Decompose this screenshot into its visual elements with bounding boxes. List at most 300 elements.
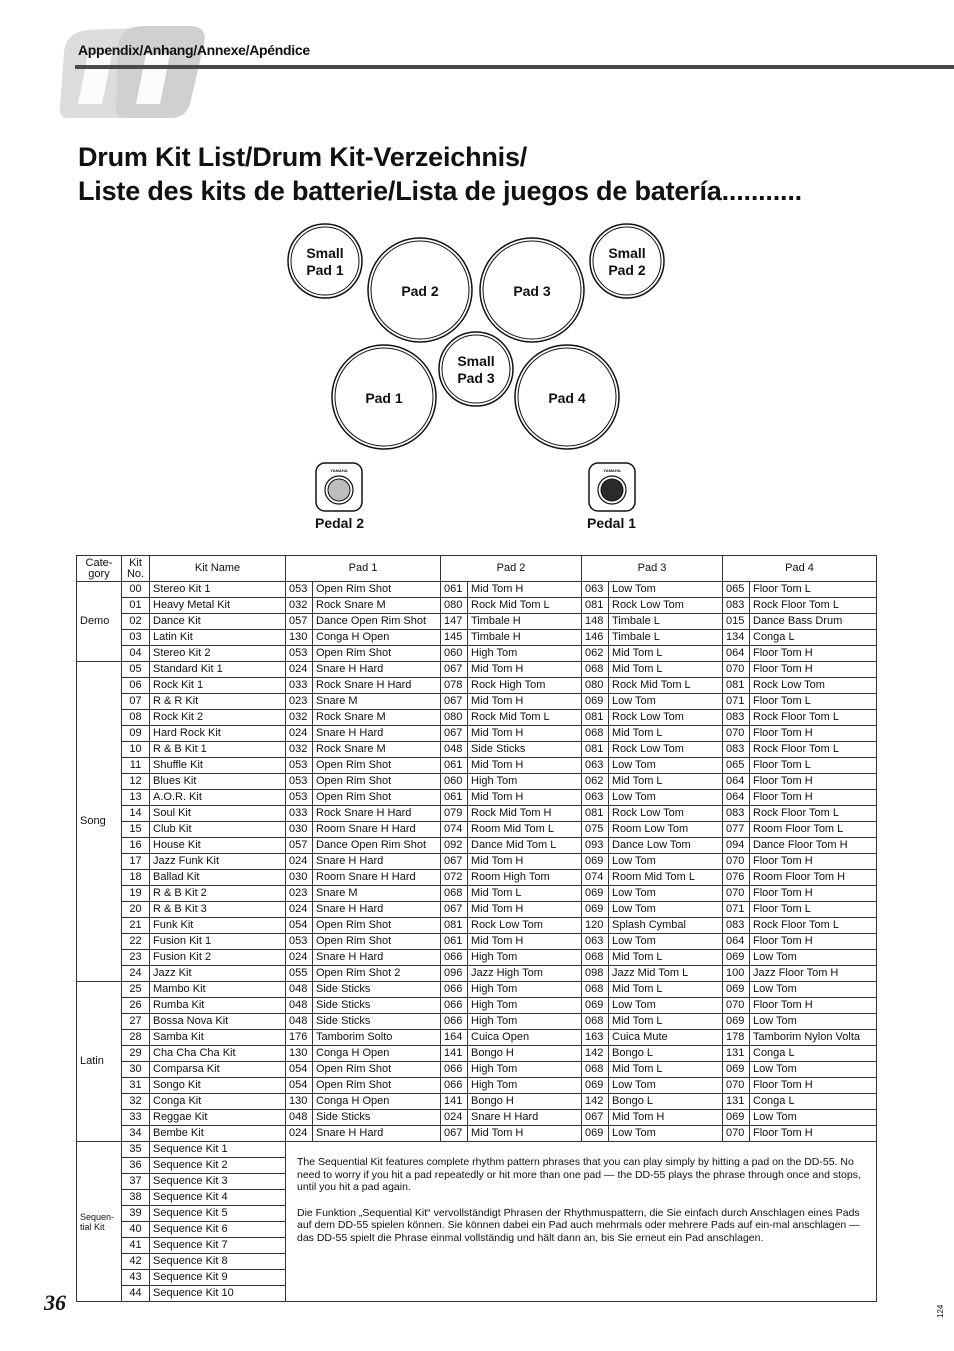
kit-number: 44: [122, 1286, 150, 1302]
kit-number: 40: [122, 1222, 150, 1238]
pad-3-voice: Room Low Tom: [609, 822, 723, 838]
header-category: [77, 556, 122, 582]
pad-3-voice: Mid Tom L: [609, 726, 723, 742]
kit-number: 05: [122, 662, 150, 678]
kit-number: 06: [122, 678, 150, 694]
small-pad-2: [590, 224, 664, 298]
kit-number: 25: [122, 982, 150, 998]
pad-3-voice: Room Mid Tom L: [609, 870, 723, 886]
pad-2-voice: Room Mid Tom L: [468, 822, 582, 838]
table-row: [77, 774, 877, 790]
pad-2-voice: High Tom: [468, 774, 582, 790]
pad-1-voice: Snare H Hard: [313, 950, 441, 966]
kit-name: R & B Kit 1: [150, 742, 286, 758]
pad-3-voice: Timbale L: [609, 630, 723, 646]
pad-1-number: 130: [286, 630, 313, 646]
kit-number: 04: [122, 646, 150, 662]
pad-1-number: 030: [286, 822, 313, 838]
pad-4-voice: Floor Tom H: [750, 998, 877, 1014]
pad-2-number: 024: [441, 1110, 468, 1126]
table-row: [77, 822, 877, 838]
pad-3-number: 075: [582, 822, 609, 838]
pad-1-voice: Side Sticks: [313, 1110, 441, 1126]
small-pad-1-label-2: Pad 1: [306, 262, 344, 278]
pad-4-number: 083: [723, 806, 750, 822]
pad-1-number: 024: [286, 902, 313, 918]
kit-number: 17: [122, 854, 150, 870]
pad-4-voice: Floor Tom L: [750, 694, 877, 710]
pad-3-voice: Low Tom: [609, 934, 723, 950]
kit-number: 28: [122, 1030, 150, 1046]
table-row: [77, 838, 877, 854]
pad-1-voice: Open Rim Shot: [313, 758, 441, 774]
pad-3-number: 081: [582, 598, 609, 614]
pad-2-voice: Timbale H: [468, 614, 582, 630]
kit-name: Stereo Kit 1: [150, 582, 286, 598]
pad-3-voice: Dance Low Tom: [609, 838, 723, 854]
page-title-line-1: Drum Kit List/Drum Kit-Verzeichnis/: [78, 142, 528, 172]
pad-2-number: 061: [441, 790, 468, 806]
pad-4-voice: Floor Tom H: [750, 934, 877, 950]
pad-2-voice: Rock Mid Tom L: [468, 598, 582, 614]
table-row: [77, 598, 877, 614]
kit-name: Jazz Funk Kit: [150, 854, 286, 870]
table-row: [77, 1062, 877, 1078]
pad-1-number: 048: [286, 1110, 313, 1126]
pad-1-voice: Open Rim Shot: [313, 646, 441, 662]
pad-1-voice: Open Rim Shot: [313, 934, 441, 950]
table-row: [77, 902, 877, 918]
pad-4-voice: Rock Floor Tom L: [750, 742, 877, 758]
pad-3-voice: Mid Tom L: [609, 982, 723, 998]
pad-1-voice: Snare M: [313, 886, 441, 902]
pad-3-number: 068: [582, 982, 609, 998]
kit-number: 10: [122, 742, 150, 758]
pad-1-voice: Snare M: [313, 694, 441, 710]
pad-1-voice: Open Rim Shot: [313, 774, 441, 790]
pad-1-number: 053: [286, 774, 313, 790]
description-english: The Sequential Kit features complete rhythm pattern phrases that you can play simply by hitting a pad on the DD-55. No need to worry if you hit a pad repeatedly or hit more than one pad — the DD-55 plays the phrase through once and stops, until you hit a pad again.: [297, 1156, 861, 1193]
pad-2-voice: Room High Tom: [468, 870, 582, 886]
pad-2-voice: High Tom: [468, 1078, 582, 1094]
pad-1-number: 130: [286, 1046, 313, 1062]
kit-name: Conga Kit: [150, 1094, 286, 1110]
pad-3-label: Pad 3: [513, 283, 551, 299]
pad-2-voice: Timbale H: [468, 630, 582, 646]
pad-1-number: 057: [286, 614, 313, 630]
pad-1-number: 023: [286, 886, 313, 902]
kit-number: 14: [122, 806, 150, 822]
pad-3: [480, 238, 584, 342]
pad-3-voice: Rock Low Tom: [609, 598, 723, 614]
kit-number: 32: [122, 1094, 150, 1110]
pad-4-voice: Tamborim Nylon Volta: [750, 1030, 877, 1046]
pad-2-number: 092: [441, 838, 468, 854]
pad-4-voice: Floor Tom H: [750, 886, 877, 902]
pad-1-number: 033: [286, 678, 313, 694]
pad-4-number: 064: [723, 646, 750, 662]
kit-number: 13: [122, 790, 150, 806]
kit-name: R & R Kit: [150, 694, 286, 710]
pad-2-voice: High Tom: [468, 1062, 582, 1078]
pad-3-voice: Low Tom: [609, 790, 723, 806]
drum-kit-table: [76, 555, 877, 1302]
pad-4-number: 070: [723, 1078, 750, 1094]
pad-3-number: 080: [582, 678, 609, 694]
pad-1-number: 032: [286, 710, 313, 726]
table-row: [77, 1126, 877, 1142]
kit-name: Sequence Kit 1: [150, 1142, 286, 1158]
kit-number: 27: [122, 1014, 150, 1030]
pad-4-voice: Conga L: [750, 1046, 877, 1062]
kit-name: Fusion Kit 2: [150, 950, 286, 966]
kit-number: 38: [122, 1190, 150, 1206]
pad-3-voice: Low Tom: [609, 1126, 723, 1142]
pad-4-voice: Dance Floor Tom H: [750, 838, 877, 854]
kit-number: 22: [122, 934, 150, 950]
pad-3-number: 062: [582, 646, 609, 662]
pad-4-number: 070: [723, 998, 750, 1014]
kit-number: 18: [122, 870, 150, 886]
pad-2-number: 060: [441, 646, 468, 662]
pad-1-voice: Snare H Hard: [313, 902, 441, 918]
pad-4-voice: Low Tom: [750, 1110, 877, 1126]
pad-1-voice: Snare H Hard: [313, 854, 441, 870]
kit-name: Hard Rock Kit: [150, 726, 286, 742]
pad-4-voice: Conga L: [750, 1094, 877, 1110]
pad-2-number: 066: [441, 982, 468, 998]
pad-2-voice: Mid Tom L: [468, 886, 582, 902]
kit-number: 23: [122, 950, 150, 966]
kit-name: Fusion Kit 1: [150, 934, 286, 950]
pad-4-number: 071: [723, 694, 750, 710]
small-pad-3-label-2: Pad 3: [457, 370, 495, 386]
pad-4-voice: Floor Tom L: [750, 902, 877, 918]
pad-4-number: 064: [723, 790, 750, 806]
kit-name: Sequence Kit 6: [150, 1222, 286, 1238]
pad-4-voice: Floor Tom L: [750, 582, 877, 598]
category-cell: [77, 1142, 122, 1302]
pad-2-number: 068: [441, 886, 468, 902]
table-row: [77, 966, 877, 982]
pad-3-voice: Low Tom: [609, 582, 723, 598]
kit-name: House Kit: [150, 838, 286, 854]
pad-2-number: 060: [441, 774, 468, 790]
pad-4-number: 077: [723, 822, 750, 838]
pad-3-voice: Low Tom: [609, 758, 723, 774]
pad-4-number: 081: [723, 678, 750, 694]
pad-4-number: 134: [723, 630, 750, 646]
table-header-row: [77, 556, 877, 582]
pad-3-number: 069: [582, 1126, 609, 1142]
table-row: [77, 918, 877, 934]
category-cell: Demo: [77, 582, 122, 662]
header-pad-4: Pad 4: [723, 556, 877, 582]
kit-name: Sequence Kit 9: [150, 1270, 286, 1286]
pad-3-number: 067: [582, 1110, 609, 1126]
table-row: [77, 1030, 877, 1046]
pad-3-number: 069: [582, 902, 609, 918]
pad-1-number: 032: [286, 598, 313, 614]
pad-4-number: 069: [723, 1014, 750, 1030]
pad-1-number: 048: [286, 1014, 313, 1030]
pad-3-voice: Low Tom: [609, 998, 723, 1014]
kit-name: Sequence Kit 10: [150, 1286, 286, 1302]
pad-4-number: 131: [723, 1046, 750, 1062]
kit-name: Sequence Kit 4: [150, 1190, 286, 1206]
table-row: [77, 790, 877, 806]
pad-2-number: 067: [441, 726, 468, 742]
pad-3-voice: Mid Tom L: [609, 662, 723, 678]
table-row: [77, 758, 877, 774]
kit-name: Songo Kit: [150, 1078, 286, 1094]
header-pad-2: Pad 2: [441, 556, 582, 582]
pad-2-voice: Mid Tom H: [468, 582, 582, 598]
pad-4-voice: Floor Tom H: [750, 1078, 877, 1094]
sequential-kit-description: [286, 1142, 877, 1302]
kit-number: 24: [122, 966, 150, 982]
pad-4-voice: Rock Floor Tom L: [750, 806, 877, 822]
table-row: [77, 1046, 877, 1062]
header-kit-name: Kit Name: [150, 556, 286, 582]
kit-number: 01: [122, 598, 150, 614]
category-cell: Song: [77, 662, 122, 982]
kit-number: 35: [122, 1142, 150, 1158]
table-row: [77, 678, 877, 694]
small-pad-1-label-1: Small: [306, 245, 344, 261]
table-row: [77, 582, 877, 598]
table-row: [77, 950, 877, 966]
kit-number: 41: [122, 1238, 150, 1254]
pad-3-voice: Rock Low Tom: [609, 806, 723, 822]
pad-1-voice: Snare H Hard: [313, 726, 441, 742]
kit-number: 21: [122, 918, 150, 934]
pad-1-number: 176: [286, 1030, 313, 1046]
pad-3-number: 098: [582, 966, 609, 982]
table-row: [77, 934, 877, 950]
pad-4-voice: Jazz Floor Tom H: [750, 966, 877, 982]
pad-2-number: 066: [441, 1062, 468, 1078]
pad-1-voice: Side Sticks: [313, 982, 441, 998]
kit-name: Jazz Kit: [150, 966, 286, 982]
pad-2-voice: Mid Tom H: [468, 758, 582, 774]
kit-name: Standard Kit 1: [150, 662, 286, 678]
pad-1-number: 054: [286, 918, 313, 934]
kit-name: Funk Kit: [150, 918, 286, 934]
pad-4-voice: Floor Tom H: [750, 726, 877, 742]
pad-2-voice: Jazz High Tom: [468, 966, 582, 982]
table-row: [77, 982, 877, 998]
pad-2-number: 066: [441, 1078, 468, 1094]
pad-3-number: 163: [582, 1030, 609, 1046]
pad-1-voice: Conga H Open: [313, 1094, 441, 1110]
pad-3-number: 146: [582, 630, 609, 646]
pad-1-voice: Room Snare H Hard: [313, 870, 441, 886]
pad-2-number: 067: [441, 1126, 468, 1142]
pad-2-voice: Side Sticks: [468, 742, 582, 758]
pad-2-voice: Mid Tom H: [468, 934, 582, 950]
pad-4-number: 070: [723, 1126, 750, 1142]
kit-name: Rock Kit 1: [150, 678, 286, 694]
pad-2-voice: Rock Mid Tom H: [468, 806, 582, 822]
pad-4-voice: Rock Floor Tom L: [750, 598, 877, 614]
pad-2-number: 080: [441, 710, 468, 726]
kit-name: A.O.R. Kit: [150, 790, 286, 806]
pad-3-voice: Low Tom: [609, 694, 723, 710]
pad-2-voice: Rock High Tom: [468, 678, 582, 694]
pad-2-number: 067: [441, 902, 468, 918]
pad-1-voice: Rock Snare H Hard: [313, 806, 441, 822]
pad-4-number: 076: [723, 870, 750, 886]
pad-4-voice: Dance Bass Drum: [750, 614, 877, 630]
pad-1-number: 048: [286, 998, 313, 1014]
kit-name: Mambo Kit: [150, 982, 286, 998]
table-row: [77, 694, 877, 710]
pad-2-voice: High Tom: [468, 998, 582, 1014]
pad-1-number: 033: [286, 806, 313, 822]
pad-4-number: 070: [723, 726, 750, 742]
pad-3-number: 069: [582, 886, 609, 902]
kit-number: 19: [122, 886, 150, 902]
kit-name: Cha Cha Cha Kit: [150, 1046, 286, 1062]
kit-number: 16: [122, 838, 150, 854]
pad-2-voice: High Tom: [468, 982, 582, 998]
kit-name: Rumba Kit: [150, 998, 286, 1014]
category-text: Sequen- tial Kit: [80, 1211, 115, 1232]
pad-4-number: 100: [723, 966, 750, 982]
kit-number: 43: [122, 1270, 150, 1286]
pad-3-voice: Mid Tom L: [609, 1062, 723, 1078]
table-row: [77, 870, 877, 886]
pad-3-number: 063: [582, 934, 609, 950]
pad-1-number: 024: [286, 662, 313, 678]
pad-2-number: 067: [441, 694, 468, 710]
small-pad-2-label-1: Small: [608, 245, 646, 261]
pedal-2-icon: [316, 463, 362, 511]
pad-3-number: 068: [582, 1062, 609, 1078]
table-row: [77, 614, 877, 630]
pad-4-voice: Floor Tom H: [750, 1126, 877, 1142]
kit-name: Sequence Kit 2: [150, 1158, 286, 1174]
kit-name: Club Kit: [150, 822, 286, 838]
pad-4-number: 069: [723, 1062, 750, 1078]
pad-4-voice: Rock Floor Tom L: [750, 918, 877, 934]
pad-2-number: 145: [441, 630, 468, 646]
pad-3-number: 068: [582, 1014, 609, 1030]
kit-name: Soul Kit: [150, 806, 286, 822]
pad-4-voice: Floor Tom H: [750, 646, 877, 662]
pad-2-number: 061: [441, 934, 468, 950]
pad-1-number: 024: [286, 854, 313, 870]
pad-4: [515, 345, 619, 449]
pad-3-number: 069: [582, 998, 609, 1014]
pad-1-voice: Dance Open Rim Shot: [313, 614, 441, 630]
pad-1-number: 130: [286, 1094, 313, 1110]
pad-1-voice: Rock Snare M: [313, 742, 441, 758]
kit-number: 29: [122, 1046, 150, 1062]
pad-4-number: 083: [723, 710, 750, 726]
pad-1-voice: Side Sticks: [313, 998, 441, 1014]
kit-name: Latin Kit: [150, 630, 286, 646]
pad-4-number: 083: [723, 742, 750, 758]
pad-2-voice: High Tom: [468, 646, 582, 662]
pad-3-number: 063: [582, 790, 609, 806]
kit-name: Sequence Kit 7: [150, 1238, 286, 1254]
pad-4-number: 094: [723, 838, 750, 854]
pedal-1-label: Pedal 1: [587, 515, 637, 531]
pad-layout-diagram: [0, 0, 954, 540]
pad-4-number: 083: [723, 918, 750, 934]
kit-name: Bembe Kit: [150, 1126, 286, 1142]
pedal-1-icon: [589, 463, 635, 511]
header-pad-3: Pad 3: [582, 556, 723, 582]
kit-number: 31: [122, 1078, 150, 1094]
pad-4-number: 070: [723, 886, 750, 902]
kit-name: Heavy Metal Kit: [150, 598, 286, 614]
pad-2-voice: Bongo H: [468, 1046, 582, 1062]
table-row: [77, 742, 877, 758]
pad-1-number: 053: [286, 758, 313, 774]
pad-2: [368, 238, 472, 342]
kit-name: Rock Kit 2: [150, 710, 286, 726]
pad-4-number: 071: [723, 902, 750, 918]
kit-number: 15: [122, 822, 150, 838]
kit-number: 36: [122, 1158, 150, 1174]
table-row: [77, 1110, 877, 1126]
pedal-2-brand: YAMAHA: [330, 468, 348, 473]
pad-4-number: 064: [723, 934, 750, 950]
kit-number: 12: [122, 774, 150, 790]
pad-2-number: 164: [441, 1030, 468, 1046]
pad-2-number: 061: [441, 758, 468, 774]
pad-3-number: 142: [582, 1094, 609, 1110]
kit-number: 42: [122, 1254, 150, 1270]
side-code: 124: [936, 1304, 945, 1318]
pad-4-voice: Floor Tom H: [750, 774, 877, 790]
pad-4-voice: Low Tom: [750, 982, 877, 998]
kit-name: Sequence Kit 5: [150, 1206, 286, 1222]
table-row: [77, 886, 877, 902]
kit-name: Comparsa Kit: [150, 1062, 286, 1078]
pad-2-number: 072: [441, 870, 468, 886]
kit-number: 20: [122, 902, 150, 918]
pad-2-voice: Cuica Open: [468, 1030, 582, 1046]
kit-name: Sequence Kit 8: [150, 1254, 286, 1270]
pad-1-voice: Conga H Open: [313, 630, 441, 646]
pad-1-voice: Snare H Hard: [313, 1126, 441, 1142]
pad-4-number: 064: [723, 774, 750, 790]
pad-2-number: 078: [441, 678, 468, 694]
pad-4-voice: Floor Tom H: [750, 854, 877, 870]
pad-3-number: 081: [582, 742, 609, 758]
pad-1-label: Pad 1: [365, 390, 403, 406]
pad-3-voice: Rock Low Tom: [609, 710, 723, 726]
category-cell: Latin: [77, 982, 122, 1142]
pad-2-number: 079: [441, 806, 468, 822]
pad-4-number: 069: [723, 982, 750, 998]
pad-2-voice: Dance Mid Tom L: [468, 838, 582, 854]
pad-3-number: 063: [582, 758, 609, 774]
pad-2-number: 147: [441, 614, 468, 630]
pad-3-number: 093: [582, 838, 609, 854]
kit-number: 00: [122, 582, 150, 598]
pad-2-voice: Mid Tom H: [468, 662, 582, 678]
section-label: Appendix/Anhang/Annexe/Apéndice: [78, 42, 310, 58]
pad-1-voice: Conga H Open: [313, 1046, 441, 1062]
kit-name: Dance Kit: [150, 614, 286, 630]
pad-2-voice: High Tom: [468, 1014, 582, 1030]
header-kit-no: [122, 556, 150, 582]
